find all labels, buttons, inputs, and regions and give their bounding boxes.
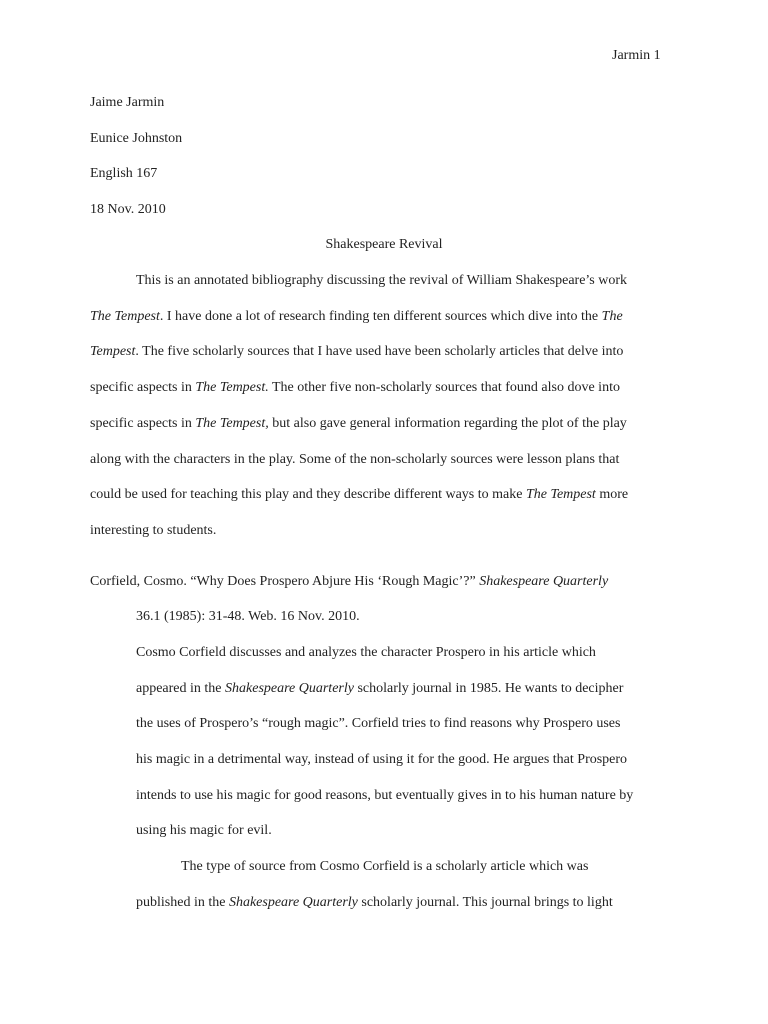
body-text: This is an annotated bibliography discussing the revival of William Shakespeare’s work (136, 273, 628, 288)
italic-title-text: Shakespeare Quarterly (225, 681, 354, 696)
intro-line (90, 343, 623, 361)
running-head: Jarmin 1 (612, 48, 661, 63)
intro-line (90, 522, 216, 540)
italic-title-text: Shakespeare Quarterly (228, 895, 358, 910)
annotation-line (136, 715, 620, 733)
body-text: specific aspects in (90, 416, 196, 431)
body-text: the uses of Prospero’s “rough magic”. Corfield tries to find reasons why Prospero uses (136, 716, 621, 731)
body-text: scholarly journal. This journal brings to light (357, 895, 613, 910)
intro-line (90, 486, 628, 504)
body-text: using his magic for evil. (136, 823, 272, 838)
intro-line (90, 451, 619, 469)
body-text: The type of source from Cosmo Corfield is a scholarly article which was (181, 859, 589, 874)
citation-line (136, 608, 360, 626)
annotation-line (136, 751, 627, 769)
italic-title-text: The Tempest. (195, 380, 269, 395)
body-text: scholarly journal in 1985. He wants to decipher (353, 681, 624, 696)
italic-title-text: The Tempest (90, 309, 160, 324)
annotation-line (136, 894, 613, 912)
annotation-line (136, 822, 272, 840)
annotation-line (181, 858, 588, 876)
annotation-line (136, 787, 633, 805)
body-text: The other five non-scholarly sources that found also dove into (268, 380, 620, 395)
citation-line (90, 573, 608, 591)
body-text: intends to use his magic for good reasons, but eventually gives in to his human nature by (136, 788, 634, 803)
body-text: along with the characters in the play. Some of the non-scholarly sources were lesson plans that (90, 452, 620, 467)
body-text: appeared in the (136, 681, 226, 696)
italic-title-text: Tempest (90, 344, 136, 359)
body-text: . I have done a lot of research finding ten different sources which dive into the (159, 309, 602, 324)
body-text: more (595, 487, 629, 502)
body-text: Cosmo Corfield discusses and analyzes the character Prospero in his article which (136, 645, 596, 660)
heading-instructor: Eunice Johnston (90, 131, 183, 146)
italic-title-text: The Tempest, (195, 416, 269, 431)
italic-title-text: Shakespeare Quarterly (479, 574, 609, 589)
italic-title-text: The (601, 309, 623, 324)
intro-line (90, 379, 620, 397)
body-text: 36.1 (1985): 31-48. Web. 16 Nov. 2010. (136, 609, 360, 624)
body-text: but also gave general information regarding the plot of the play (268, 416, 627, 431)
heading-course: English 167 (90, 166, 158, 181)
body-text: his magic in a detrimental way, instead of using it for the good. He argues that Prospero (136, 752, 628, 767)
annotation-line (136, 680, 623, 698)
body-text: published in the (136, 895, 229, 910)
intro-line (90, 308, 623, 326)
paper-title: Shakespeare Revival (325, 237, 443, 252)
body-text: interesting to students. (90, 523, 217, 538)
intro-line (136, 272, 627, 290)
heading-date: 18 Nov. 2010 (90, 202, 166, 217)
body-text: could be used for teaching this play and they describe different ways to make (90, 487, 526, 502)
italic-title-text: The Tempest (525, 487, 596, 502)
annotation-line (136, 644, 596, 662)
heading-author: Jaime Jarmin (90, 95, 165, 110)
intro-line (90, 415, 627, 433)
body-text: . The five scholarly sources that I have used have been scholarly articles that delve into (135, 344, 624, 359)
body-text: Corfield, Cosmo. “Why Does Prospero Abjure His ‘Rough Magic’?” (90, 574, 480, 589)
body-text: specific aspects in (90, 380, 196, 395)
